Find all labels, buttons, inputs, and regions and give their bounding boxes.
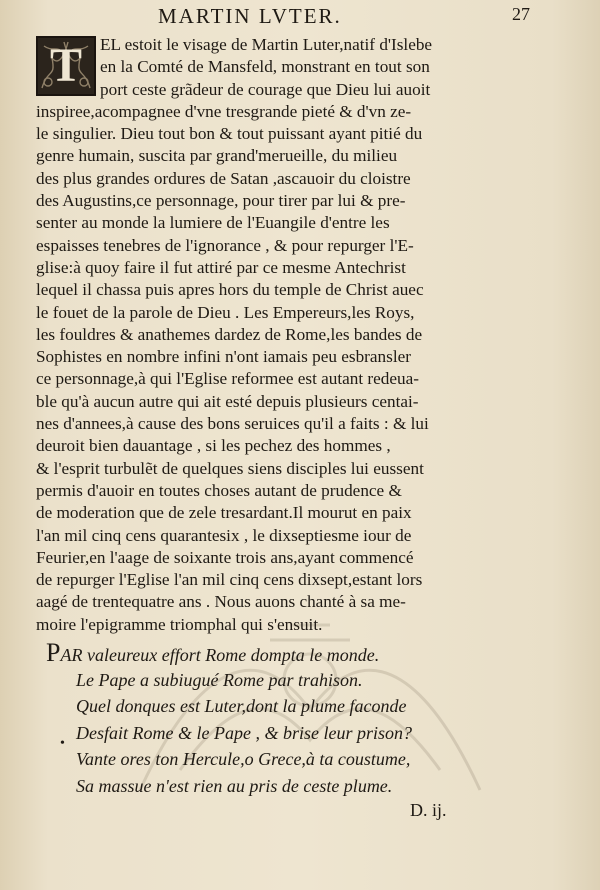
poem-line: Quel donques est Luter,dont la plume faconde: [76, 696, 407, 716]
prose-line: moire l'epigramme triomphal qui s'ensuit.: [36, 614, 323, 634]
prose-line: genre humain, suscita par grand'merueille, du milieu: [36, 146, 398, 166]
poem-line-text: AR valeureux effort Rome dompta le monde.: [60, 645, 380, 665]
poem-line: Sa massue n'est rien au pris de ceste plume.: [76, 775, 393, 796]
poem-line: Vante ores ton Hercule,o Grece,à ta coustume,: [76, 749, 411, 769]
poem-line-first: [46, 640, 496, 667]
poem-initial: P: [46, 638, 61, 667]
prose-line: de repurger l'Eglise l'an mil cinq cens dixsept,estant lors: [36, 570, 423, 590]
prose-line: les fouldres & anathemes dardez de Rome,les bandes de: [36, 324, 423, 344]
poem-line: Le Pape a subiugué Rome par trahison.: [76, 669, 363, 690]
prose-line: Feurier,en l'aage de soixante trois ans,ayant commencé: [36, 547, 414, 567]
page-number: 27: [512, 4, 530, 24]
prose-line: aagé de trentequatre ans . Nous auons chanté à sa me-: [36, 592, 406, 612]
prose-line: inspiree,acompagnee d'vne tresgrande pieté & d'vn ze-: [36, 101, 412, 121]
prose-line: nes d'annees,à cause des bons seruices qu'il a faits : & lui: [36, 414, 429, 434]
prose-line: permis d'auoir en toutes choses autant de prudence &: [36, 480, 402, 500]
poem-line: Desfait Rome & le Pape , & brise leur prison?: [76, 722, 412, 743]
prose-block: [36, 34, 520, 636]
page-header: [0, 4, 600, 30]
prose-line: senter au monde la lumiere de l'Euangile d'entre les: [36, 213, 390, 233]
prose-line: des Augustins,ce personnage, pour tirer par lui & pre-: [36, 191, 406, 211]
running-title: MARTIN LVTER.: [158, 4, 342, 28]
prose-line: des plus grandes ordures de Satan ,ascauoir du cloistre: [36, 168, 411, 188]
prose-line: lequel il chassa puis apres hors du temple de Christ auec: [36, 280, 424, 300]
prose-line: de moderation que de zele tresardant.Il mourut en paix: [36, 503, 412, 523]
prose-line: deuroit bien dauantage , si les pechez des hommes ,: [36, 436, 391, 456]
prose-line: le singulier. Dieu tout bon & tout puissant ayant pitié du: [36, 124, 423, 144]
signature-mark: D. ij.: [410, 800, 447, 820]
prose-line: & l'esprit turbulẽt de quelques siens disciples lui eussent: [36, 458, 424, 478]
margin-bullet: •: [60, 736, 65, 751]
prose-line: glise:à quoy faire il fut attiré par ce mesme Antechrist: [36, 257, 406, 277]
prose-line: port ceste grãdeur de courage que Dieu lui auoit: [100, 79, 431, 99]
ornamental-initial: [36, 36, 96, 96]
prose-line: espaisses tenebres de l'ignorance , & pour repurger l'E-: [36, 235, 414, 255]
prose-line: ble qu'à aucun autre qui ait esté depuis plusieurs centai-: [36, 391, 419, 411]
prose-line: Sophistes en nombre infini n'ont iamais peu esbransler: [36, 347, 411, 367]
prose-line: l'an mil cinq cens quarantesix , le dixseptiesme iour de: [36, 525, 412, 545]
epigram: [46, 640, 496, 799]
prose-line: ce personnage,à qui l'Eglise reformee est autant redeua-: [36, 369, 419, 389]
prose-line: le fouet de la parole de Dieu . Les Empereurs,les Roys,: [36, 302, 415, 322]
prose-line: EL estoit le visage de Martin Luter,natif d'Islebe: [100, 35, 433, 54]
drop-cap-letter: T: [49, 39, 82, 92]
prose-line: en la Comté de Mansfeld, monstrant en tout son: [100, 57, 430, 77]
